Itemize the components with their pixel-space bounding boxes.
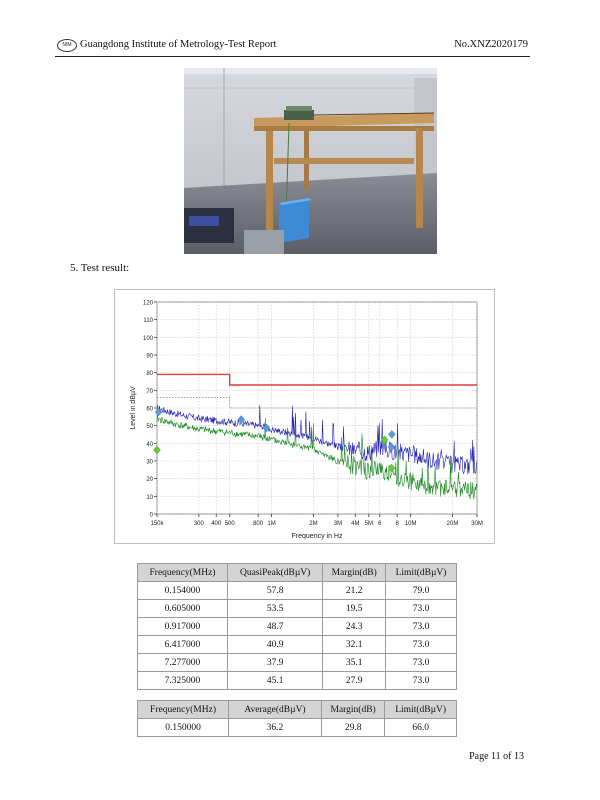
y-tick-label: 10 (146, 494, 153, 501)
cell-quasi-peak: 53.5 (227, 600, 322, 618)
cell-limit: 73.0 (386, 600, 457, 618)
cell-limit: 73.0 (386, 654, 457, 672)
x-tick-label: 500 (224, 521, 235, 527)
x-tick-label: 10M (404, 521, 417, 527)
table-row (138, 636, 457, 654)
col-margin: Margin(dB) (321, 701, 384, 719)
quasi-peak-table (137, 563, 457, 690)
cell-margin: 29.8 (321, 719, 384, 737)
cell-average: 36.2 (229, 719, 322, 737)
table-row (138, 582, 457, 600)
x-tick-label: 800 (253, 521, 264, 527)
col-average: Average(dBµV) (229, 701, 322, 719)
table-header-row (138, 701, 457, 719)
y-tick-label: 90 (146, 353, 153, 360)
table-row (138, 600, 457, 618)
x-tick-label: 400 (211, 521, 222, 527)
cell-quasi-peak: 37.9 (227, 654, 322, 672)
x-tick-label: 4M (351, 521, 360, 527)
average-table (137, 700, 457, 737)
col-frequency: Frequency(MHz) (138, 564, 228, 582)
page-header (55, 38, 530, 57)
cell-frequency: 6.417000 (138, 636, 228, 654)
cell-frequency: 0.605000 (138, 600, 228, 618)
cell-margin: 24.3 (323, 618, 386, 636)
cell-frequency: 0.154000 (138, 582, 228, 600)
col-margin: Margin(dB) (323, 564, 386, 582)
emission-chart-svg (115, 290, 494, 543)
y-tick-label: 120 (142, 300, 153, 307)
y-tick-label: 60 (146, 406, 153, 413)
table-row (138, 654, 457, 672)
x-tick-label: 30M (471, 521, 483, 527)
report-number: No.XNZ2020179 (454, 39, 528, 50)
y-tick-label: 0 (149, 512, 153, 519)
test-setup-photo (184, 68, 437, 254)
cell-frequency: 7.325000 (138, 672, 228, 690)
cell-frequency: 0.917000 (138, 618, 228, 636)
cell-quasi-peak: 45.1 (227, 672, 322, 690)
x-tick-label: 20M (446, 521, 459, 527)
cell-limit: 73.0 (386, 636, 457, 654)
cell-limit: 79.0 (386, 582, 457, 600)
cell-frequency: 0.150000 (138, 719, 229, 737)
cell-frequency: 7.277000 (138, 654, 228, 672)
cell-margin: 35.1 (323, 654, 386, 672)
table-row (138, 719, 457, 737)
cell-quasi-peak: 40.9 (227, 636, 322, 654)
x-tick-label: 6 (378, 521, 382, 527)
x-tick-label: 300 (193, 521, 204, 527)
x-tick-label: 3M (333, 521, 343, 527)
y-tick-label: 40 (146, 441, 153, 448)
x-tick-label: 1M (267, 521, 276, 527)
col-limit: Limit(dBµV) (386, 564, 457, 582)
table-row (138, 672, 457, 690)
y-tick-label: 30 (146, 459, 153, 466)
table-header-row (138, 564, 457, 582)
cell-quasi-peak: 48.7 (227, 618, 322, 636)
section-title: 5. Test result: (70, 262, 130, 274)
col-quasi-peak: QuasiPeak(dBµV) (227, 564, 322, 582)
y-tick-label: 70 (146, 388, 153, 395)
page-number: Page 11 of 13 (469, 751, 524, 762)
x-tick-label: 150k (150, 521, 164, 527)
cell-limit: 73.0 (386, 672, 457, 690)
cell-quasi-peak: 57.8 (227, 582, 322, 600)
y-tick-label: 50 (146, 424, 153, 431)
y-tick-label: 110 (143, 318, 153, 325)
x-axis-label: Frequency in Hz (291, 533, 343, 540)
cell-margin: 19.5 (323, 600, 386, 618)
cell-margin: 21.2 (323, 582, 386, 600)
header-title: Guangdong Institute of Metrology-Test Report (80, 39, 277, 50)
x-tick-label: 2M (309, 521, 318, 527)
emission-chart (114, 289, 495, 544)
x-tick-label: 8 (395, 521, 399, 527)
y-tick-label: 100 (142, 335, 153, 342)
cell-margin: 27.9 (323, 672, 386, 690)
y-tick-label: 80 (146, 371, 153, 378)
x-tick-label: 5M (364, 521, 373, 527)
y-axis-label: Level in dBµV (130, 386, 137, 430)
y-tick-label: 20 (146, 477, 153, 484)
col-limit: Limit(dBµV) (385, 701, 457, 719)
cell-margin: 32.1 (323, 636, 386, 654)
col-frequency: Frequency(MHz) (138, 701, 229, 719)
table-row (138, 618, 457, 636)
institute-logo-icon: NIM (57, 39, 77, 52)
cell-limit: 66.0 (385, 719, 457, 737)
cell-limit: 73.0 (386, 618, 457, 636)
